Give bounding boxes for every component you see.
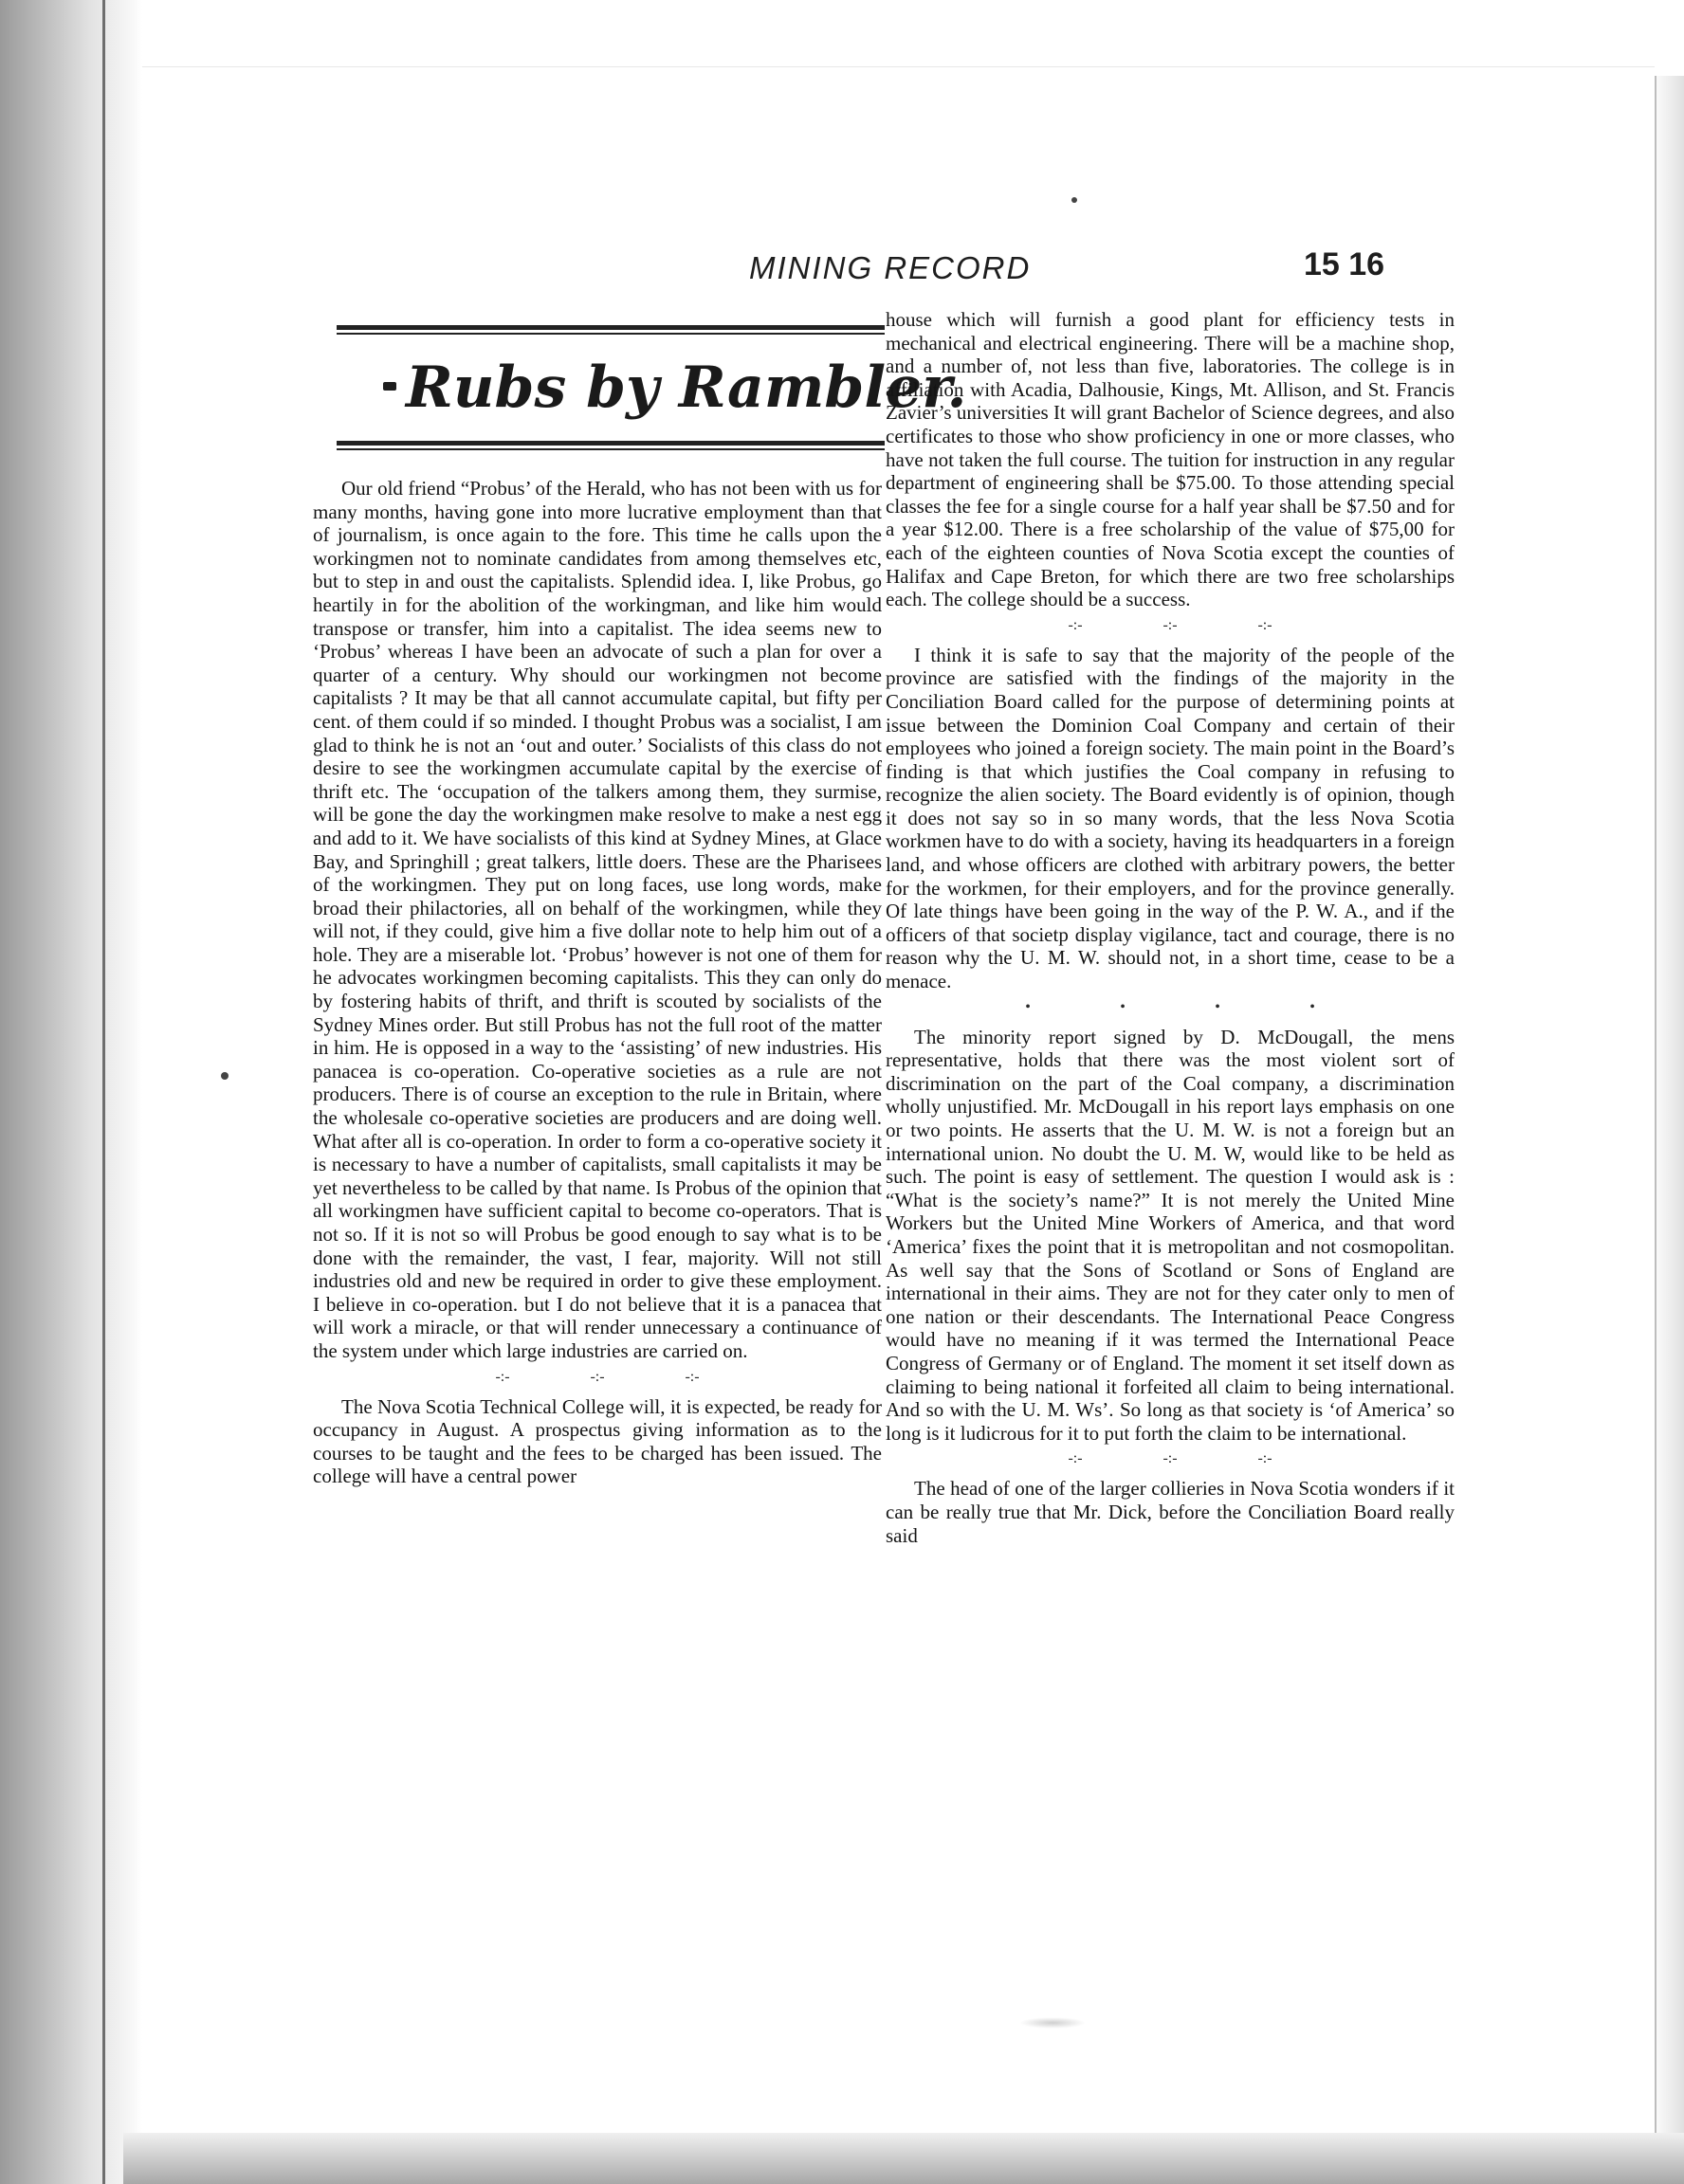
headline-rule-bottom [337, 441, 885, 446]
paragraph-minority-report: The minority report signed by D. McDougall, the mens representative, holds that there was the most violent sort of discrimination on the part of the Coal company, a discrimination wholly unjustified. Mr. McDougall in his report lays emphasis on one or two points. He asserts that the U. M. W. is not a foreign but an international union. No doubt the U. M. W, would like to be held as such. The point is easy of settlement. The question I would ask is : “What is the society’s name?” It is not merely the United Mine Workers but the United Mine Workers of America, and that word ‘America’ fixes the point that it is metropolitan and not cosmopolitan. As well say that the Sons of Scotland or Sons of England are international in their aims. They are not for they cater only to men of one nation or their descendants. The International Peace Congress would have no meaning if it was termed the International Peace Congress of Germany or of England. The moment it set itself down as claiming to being national it forfeited all claim to being international. And so with the U. M. Ws’. So long as that society is ‘of America’ so long is it ludicrous for it to put forth the claim to be international. [886, 1025, 1455, 1445]
section-separator: -:- -:- -:- [1068, 616, 1272, 633]
ink-speck [221, 1072, 229, 1080]
paragraph-technical-college-continued: house which will furnish a good plant for efficiency tests in mechanical and electrical engineering. There will be a machine shop, and a number of, not less than five, laboratories. The college is in affiliation with Acadia, Dalhousie, Kings, Mt. Allison, and St. Francis Zavier’s universities It will grant Bachelor of Science degrees, and also certificates to those who show proficiency in one or more classes, who have not taken the full course. The tuition for instruction in any regular department of engineering shall be $75.00. To those attending special classes the fee for a single course for a half year shall be $7.50 and for a year $12.00. There is a free scholarship of the value of $75,00 for each of the eighteen counties of Nova Scotia except the counties of Halifax and Cape Breton, for which there are two free scholarships each. The college should be a success. [886, 308, 1455, 611]
scan-bottom-edge [123, 2133, 1684, 2184]
paragraph-technical-college: The Nova Scotia Technical College will, it is expected, be ready for occupancy in August. A prospectus giving information as to the courses to be taught and the fees to be charged has been issued. The college will have a central power [313, 1394, 882, 1488]
right-column [886, 308, 1455, 1547]
section-separator: -:- -:- -:- [495, 1368, 700, 1385]
scan-binding-shadow [0, 0, 142, 2184]
scan-spine-line [102, 0, 105, 2184]
headline-rule-top-thin [337, 333, 885, 335]
headline-rule-bottom-thin [337, 448, 885, 450]
running-head: MINING RECORD [749, 250, 1032, 285]
article-headline: Rubs by Rambler. [406, 355, 967, 421]
ink-smudge [1019, 2017, 1086, 2029]
section-separator-dots: • • • • [1025, 998, 1315, 1015]
scan-right-page-edge [1655, 76, 1684, 2184]
paragraph-colliery-head: The head of one of the larger collieries in Nova Scotia wonders if it can be really true that Mr. Dick, before the Conciliation Board really said [886, 1477, 1455, 1547]
headline-rule-top [337, 325, 885, 330]
headline-bullet [383, 382, 396, 391]
left-column [313, 477, 882, 1488]
section-separator: -:- -:- -:- [1068, 1450, 1272, 1467]
ink-speck [1071, 197, 1077, 203]
paragraph-probus: Our old friend “Probus’ of the Herald, who has not been with us for many months, having gone into more lucrative employment than that of journalism, is once again to the fore. This time he calls upon the workingmen not to nominate candidates from among themselves etc, but to step in and oust the capitalists. Splendid idea. I, like Probus, go heartily in for the abolition of the workingman, and like him would transpose or transfer, him into a capitalist. The idea seems new to ‘Probus’ whereas I have been an advocate of such a plan for over a quarter of a century. Why should our workingmen not become capitalists ? It may be that all cannot accumulate capital, but fifty per cent. of them could if so minded. I thought Probus was a socialist, I am glad to think he is not an ‘out and outer.’ Socialists of this class do not desire to see the workingmen accumulate capital by the exercise of thrift etc. The ‘occupation of the talkers among them, they surmise, will be gone the day the workingmen make resolve to make a nest egg and add to it. We have socialists of this kind at Sydney Mines, at Glace Bay, and Springhill ; great talkers, little doers. These are the Pharisees of the workingmen. They put on long faces, use long words, make broad their philactories, all on behalf of the workingmen, while they will not, if they could, give him a five dollar note to help him out of a hole. They are a miserable lot. ‘Probus’ however is not one of them for he advocates workingmen becoming capitalists. This they can only do by fostering habits of thrift, and thrift is scouted by socialists of the Sydney Mines order. But still Probus has not the full root of the matter in him. He is opposed in a way to the ‘assisting’ of new industries. His panacea is co-operation. Co-operative societies as a rule are not producers. There is of course an exception to the rule in Britain, where the wholesale co-operative societies are producers and are doing well. What after all is co-operation. In order to form a co-operative society it is necessary to have a number of capitalists, small capitalists it may be yet nevertheless to be called by that name. Is Probus of the opinion that all workingmen have sufficient capital to become co-operators. That is not so. If it is not so will Probus be good enough to say what is to be done with the remainder, the vast, I fear, majority. Will not still industries old and new be required in order to give these employment. I believe in co-operation. but I do not believe that it is a panacea that will work a miracle, or that will render unnecessary a continuance of the system under which large industries are carried on. [313, 477, 882, 1362]
page-number: 15 16 [1304, 246, 1385, 282]
paragraph-conciliation-board: I think it is safe to say that the majority of the people of the province are satisfied with the findings of the majority in the Conciliation Board called for the purpose of determining points at issue between the Dominion Coal Company and certain of their employees who joined a foreign society. The main point in the Board’s finding is that which justifies the Coal company in refusing to recognize the alien society. The Board evidently is of opinion, though it does not say so in so many words, that the less Nova Scotia workmen have to do with a society, having its headquarters in a foreign land, and whose officers are clothed with arbitrary powers, the better for the workmen, for their employers, and for the province generally. Of late things have been going in the way of the P. W. A., and if the officers of that societp display vigilance, tact and courage, there is no reason why the U. M. W. should not, in a short time, cease to be a menace. [886, 643, 1455, 993]
